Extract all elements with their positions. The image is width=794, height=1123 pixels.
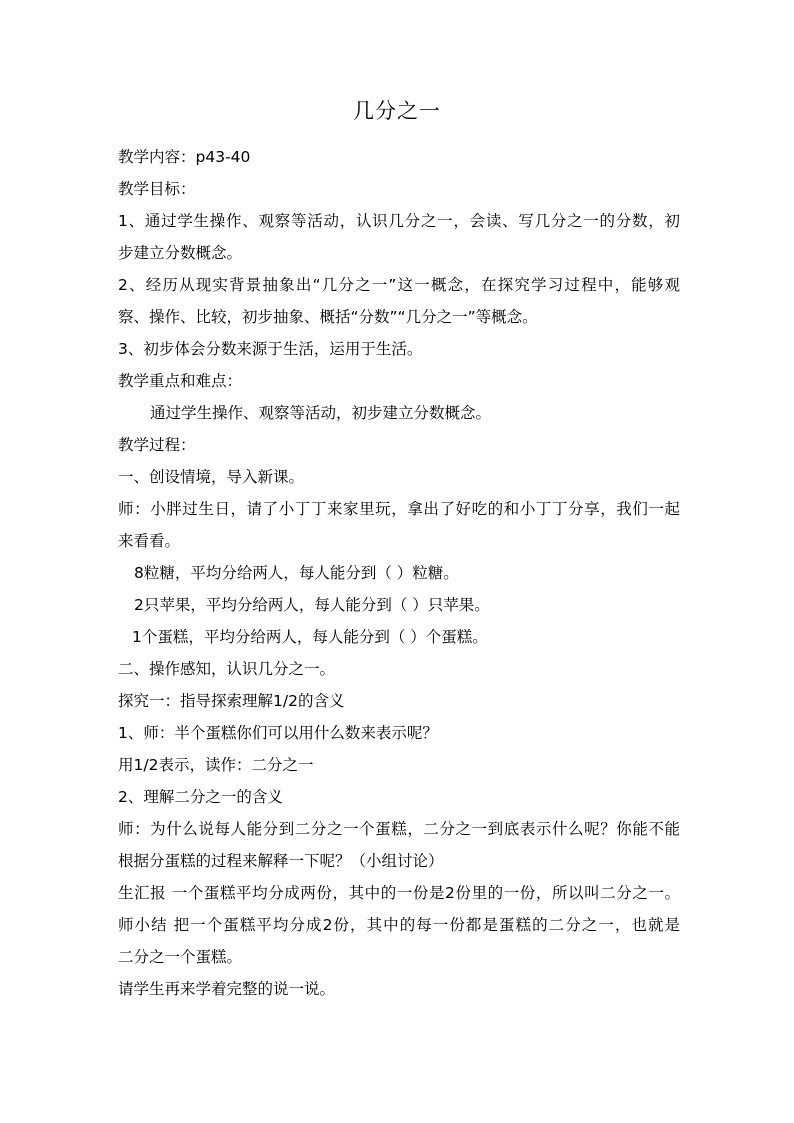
section-1-heading: 一、创设情境，导入新课。 <box>118 468 305 486</box>
closing-instruction: 请学生再来学着完整的说一说。 <box>118 980 336 998</box>
question-apple: 2只苹果，平均分给两人，每人能分到（ ）只苹果。 <box>134 596 490 614</box>
goal-1-line-1: 1、通过学生操作、观察等活动，认识几分之一，会读、写几分之一的分数，初 <box>118 212 680 230</box>
step-2-heading: 2、理解二分之一的含义 <box>118 788 283 806</box>
question-cake: 1个蛋糕，平均分给两人，每人能分到（ ）个蛋糕。 <box>132 628 488 646</box>
document-title: 几分之一 <box>353 99 441 123</box>
goal-2-line-1: 2、经历从现实背景抽象出“几分之一”这一概念，在探究学习过程中，能够观 <box>118 276 680 294</box>
key-points-heading: 教学重点和难点： <box>118 372 243 390</box>
question-candy: 8粒糖，平均分给两人，每人能分到（ ）粒糖。 <box>134 564 459 582</box>
goal-2-line-2: 察、操作、比较，初步抽象、概括“分数”“几分之一”等概念。 <box>118 308 538 326</box>
explore-1-heading: 探究一：指导探索理解1/2的含义 <box>118 692 345 710</box>
teaching-process-heading: 教学过程： <box>118 436 196 454</box>
key-points-text: 通过学生操作、观察等活动，初步建立分数概念。 <box>150 404 492 422</box>
section-2-heading: 二、操作感知，认识几分之一。 <box>118 660 336 678</box>
student-report: 生汇报 一个蛋糕平均分成两份，其中的一份是2份里的一份，所以叫二分之一。 <box>118 884 680 902</box>
teaching-content-line: 教学内容：p43-40 <box>118 148 251 166</box>
step-1-answer: 用1/2表示，读作：二分之一 <box>118 756 314 774</box>
step-2-question-line-2: 根据分蛋糕的过程来解释一下呢？（小组讨论） <box>118 852 444 870</box>
teacher-summary-line-1: 师小结 把一个蛋糕平均分成2份，其中的每一份都是蛋糕的二分之一，也就是 <box>118 916 680 934</box>
teacher-intro-line-1: 师：小胖过生日，请了小丁丁来家里玩，拿出了好吃的和小丁丁分享，我们一起 <box>118 500 680 518</box>
teacher-summary-line-2: 二分之一个蛋糕。 <box>118 948 243 966</box>
goal-1-line-2: 步建立分数概念。 <box>118 244 243 262</box>
goal-3-line: 3、初步体会分数来源于生活，运用于生活。 <box>118 340 423 358</box>
teaching-goals-heading: 教学目标： <box>118 180 196 198</box>
step-2-question-line-1: 师：为什么说每人能分到二分之一个蛋糕，二分之一到底表示什么呢？你能不能 <box>118 820 680 838</box>
document-body <box>118 141 680 1005</box>
step-1-question: 1、师：半个蛋糕你们可以用什么数来表示呢？ <box>118 724 438 742</box>
teacher-intro-line-2: 来看看。 <box>118 532 181 550</box>
